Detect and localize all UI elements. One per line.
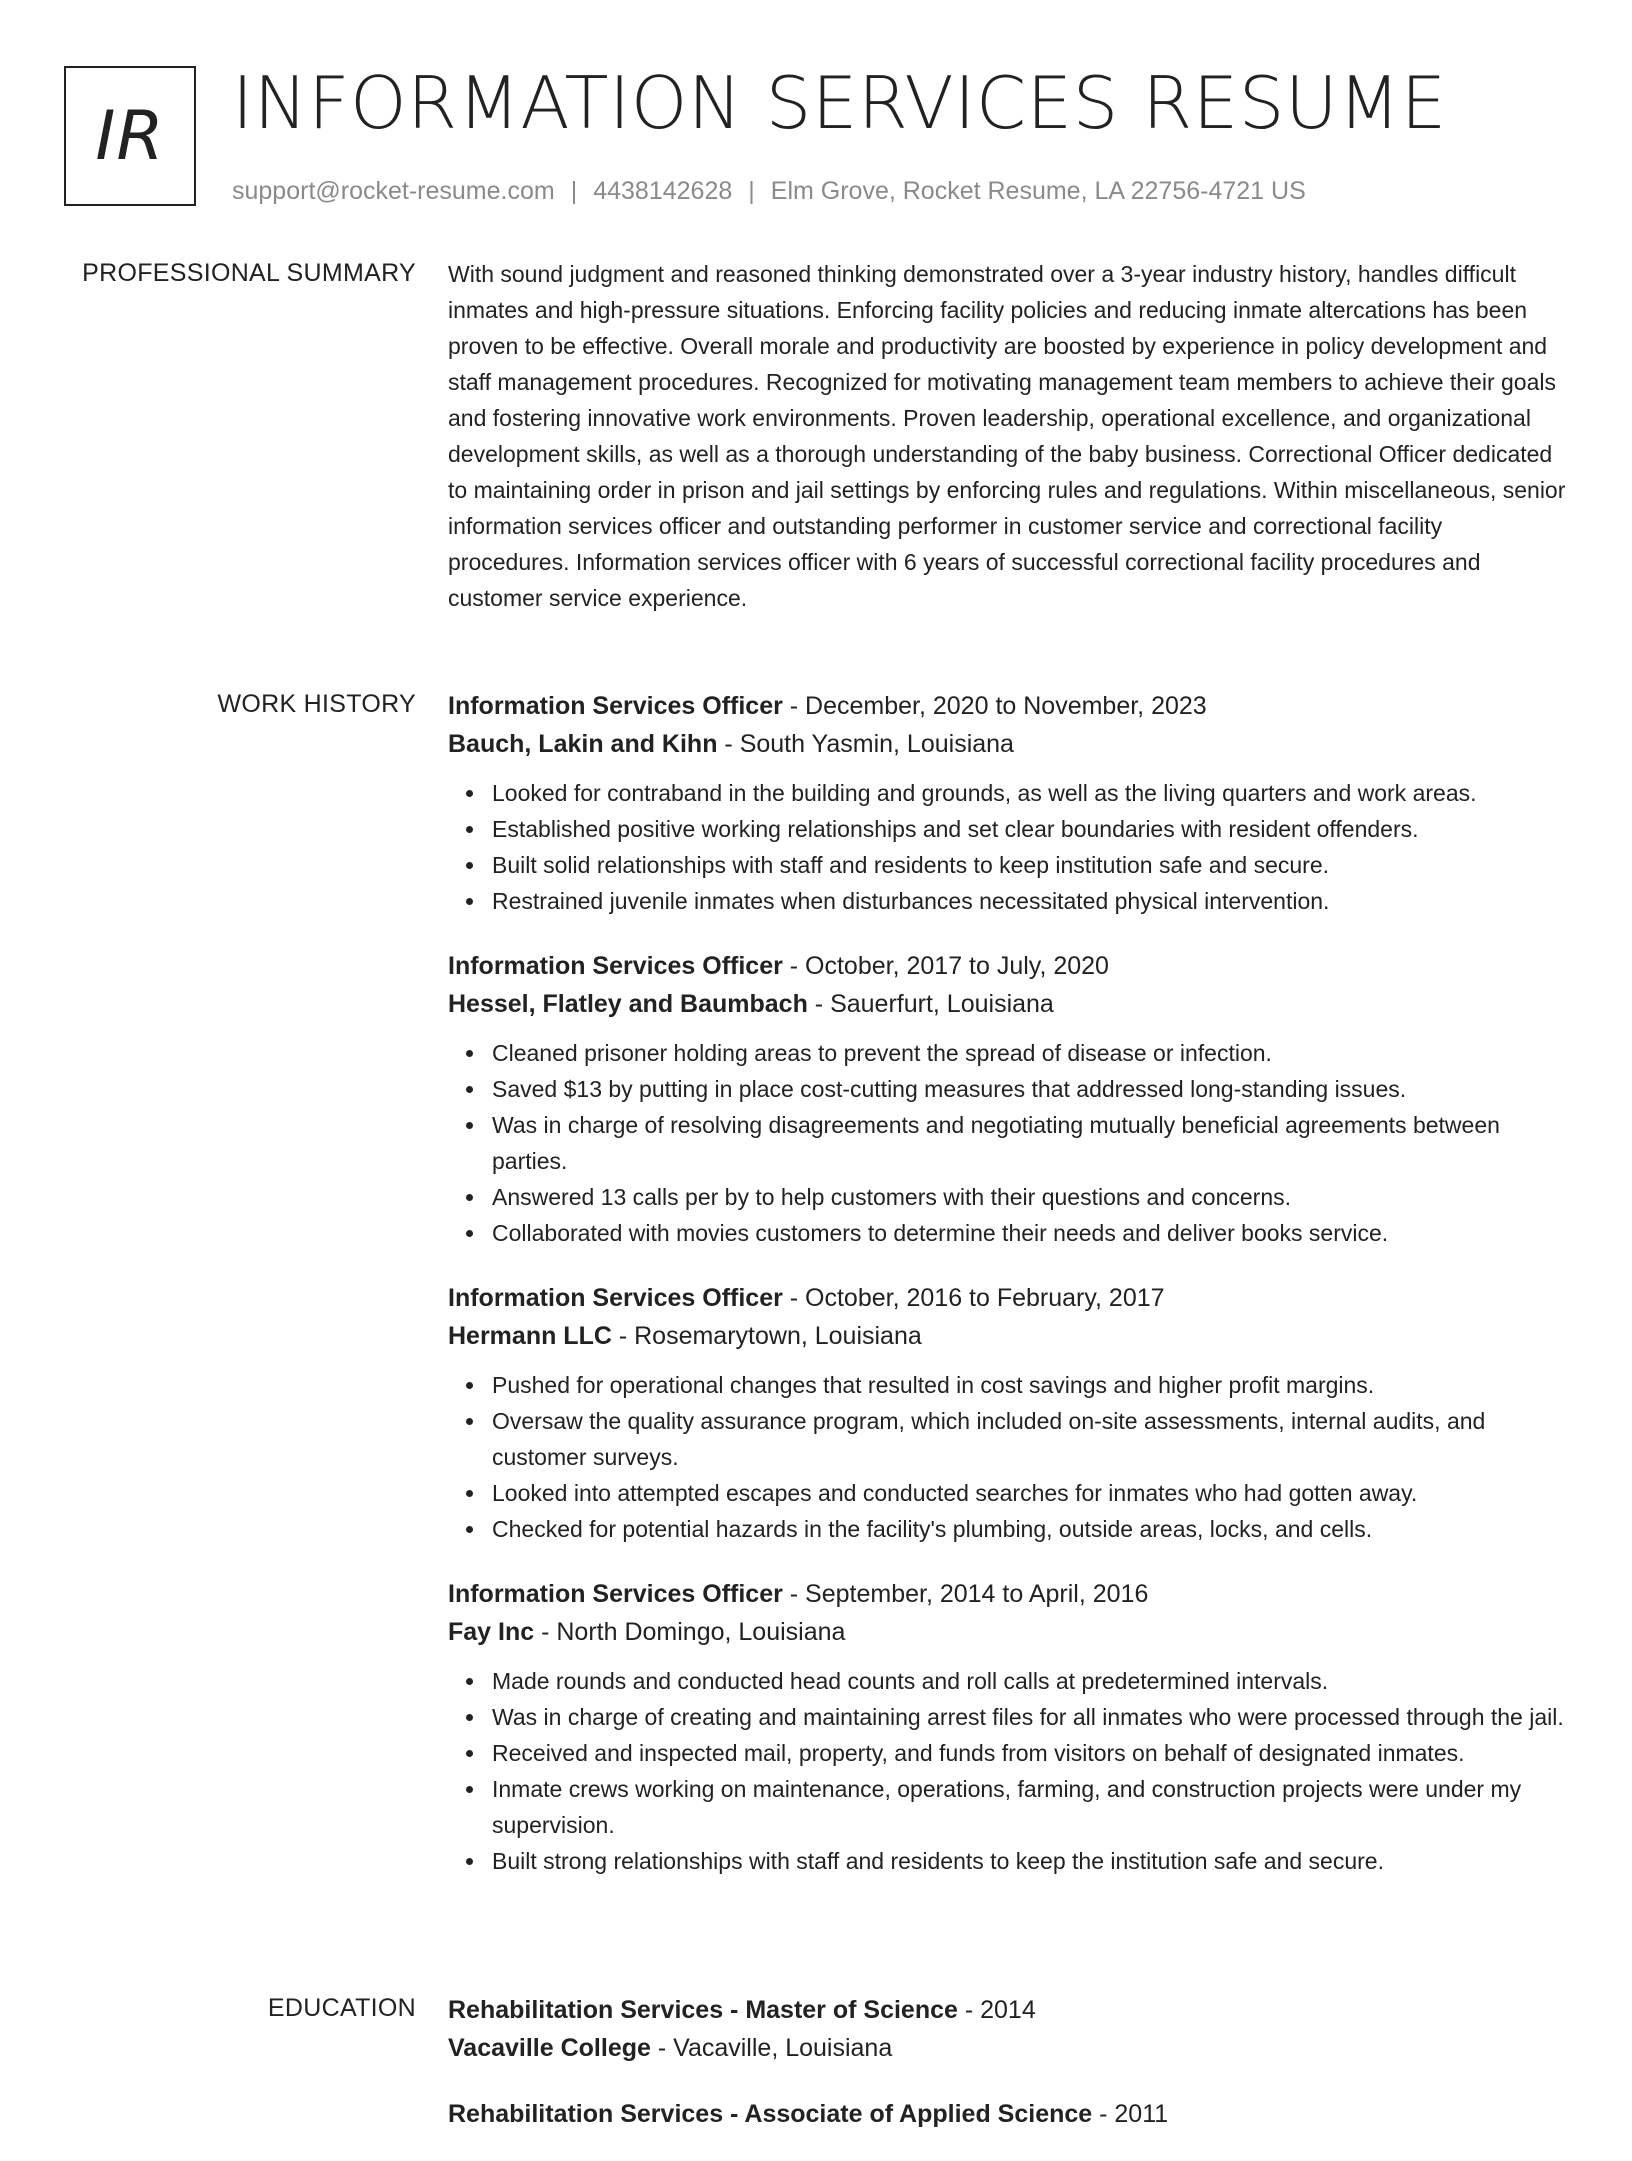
job-entry xyxy=(448,1279,1568,1547)
job-title-line xyxy=(448,1279,1568,1317)
job-bullet: Built solid relationships with staff and residents to keep institution safe and secure. xyxy=(492,847,1568,883)
job-company-line xyxy=(448,985,1568,1023)
job-bullet: Saved $13 by putting in place cost-cutting measures that addressed long-standing issues. xyxy=(492,1071,1568,1107)
job-bullet: Was in charge of creating and maintaining arrest files for all inmates who were processed through the jail. xyxy=(492,1699,1568,1735)
job-title: Information Services Officer xyxy=(448,1580,783,1608)
job-bullet: Checked for potential hazards in the facility's plumbing, outside areas, locks, and cells. xyxy=(492,1511,1568,1547)
job-bullet: Looked for contraband in the building and grounds, as well as the living quarters and work areas. xyxy=(492,775,1568,811)
resume-title: INFORMATION SERVICES RESUME xyxy=(232,61,1447,145)
job-location: - Rosemarytown, Louisiana xyxy=(611,1322,922,1350)
job-company: Fay Inc xyxy=(448,1618,535,1646)
education-body xyxy=(448,1991,1568,2161)
summary-body xyxy=(448,256,1568,616)
contact-phone[interactable]: 4438142628 xyxy=(593,177,733,205)
job-bullet: Established positive working relationships and set clear boundaries with resident offenders. xyxy=(492,811,1568,847)
education-school-line xyxy=(448,2029,1568,2067)
education-year: - 2014 xyxy=(957,1996,1036,2024)
job-company: Hermann LLC xyxy=(448,1322,612,1350)
job-dates: - September, 2014 to April, 2016 xyxy=(782,1580,1149,1608)
education-degree: Rehabilitation Services - Associate of Applied Science xyxy=(448,2100,1093,2128)
job-entry xyxy=(448,947,1568,1251)
education-degree-line xyxy=(448,2095,1568,2133)
education-entry xyxy=(448,1991,1568,2067)
job-company-line xyxy=(448,1613,1568,1651)
job-company: Bauch, Lakin and Kihn xyxy=(448,730,718,758)
job-bullet: Oversaw the quality assurance program, which included on-site assessments, internal audits, and customer surveys. xyxy=(492,1403,1568,1475)
contact-separator: | xyxy=(748,177,755,205)
job-bullet: Made rounds and conducted head counts and roll calls at predetermined intervals. xyxy=(492,1663,1568,1699)
monogram-logo: IR xyxy=(64,66,196,206)
job-bullets xyxy=(448,1663,1568,1879)
section-label-summary: PROFESSIONAL SUMMARY xyxy=(82,259,416,287)
job-title: Information Services Officer xyxy=(448,692,783,720)
job-company-line xyxy=(448,1317,1568,1355)
job-location: - Sauerfurt, Louisiana xyxy=(807,990,1054,1018)
job-bullet: Cleaned prisoner holding areas to prevent the spread of disease or infection. xyxy=(492,1035,1568,1071)
education-entry xyxy=(448,2095,1568,2133)
section-label-work-history: WORK HISTORY xyxy=(217,690,416,718)
job-bullet: Built strong relationships with staff and residents to keep the institution safe and secure. xyxy=(492,1843,1568,1879)
job-bullet: Collaborated with movies customers to determine their needs and deliver books service. xyxy=(492,1215,1568,1251)
job-bullet: Was in charge of resolving disagreements and negotiating mutually beneficial agreements between parties. xyxy=(492,1107,1568,1179)
summary-text: With sound judgment and reasoned thinking demonstrated over a 3-year industry history, handles difficult inmates and high-pressure situations. Enforcing facility policies and reducing inmate altercations has been proven to be effective. Overall morale and productivity are boosted by experience in policy development and staff management procedures. Recognized for motivating management team members to achieve their goals and fostering innovative work environments. Proven leadership, operational excellence, and organizational development skills, as well as a thorough understanding of the baby business. Correctional Officer dedicated to maintaining order in prison and jail settings by enforcing rules and regulations. Within miscellaneous, senior information services officer and outstanding performer in customer service and correctional facility procedures. Information services officer with 6 years of successful correctional facility procedures and customer service experience. xyxy=(448,261,1566,611)
education-degree-line xyxy=(448,1991,1568,2029)
job-bullet: Pushed for operational changes that resulted in cost savings and higher profit margins. xyxy=(492,1367,1568,1403)
contact-address: Elm Grove, Rocket Resume, LA 22756-4721 US xyxy=(770,177,1306,205)
job-bullet: Looked into attempted escapes and conducted searches for inmates who had gotten away. xyxy=(492,1475,1568,1511)
job-entry xyxy=(448,687,1568,919)
job-location: - South Yasmin, Louisiana xyxy=(717,730,1014,758)
job-company: Hessel, Flatley and Baumbach xyxy=(448,990,808,1018)
job-bullet: Answered 13 calls per by to help customers with their questions and concerns. xyxy=(492,1179,1568,1215)
job-company-line xyxy=(448,725,1568,763)
job-entry xyxy=(448,1575,1568,1879)
work-history-body xyxy=(448,687,1568,1907)
job-location: - North Domingo, Louisiana xyxy=(534,1618,846,1646)
contact-line xyxy=(232,176,1306,206)
contact-email[interactable]: support@rocket-resume.com xyxy=(232,177,555,205)
education-school: Vacaville College xyxy=(448,2034,651,2062)
job-dates: - October, 2017 to July, 2020 xyxy=(782,952,1109,980)
contact-separator: | xyxy=(570,177,578,205)
job-bullet: Inmate crews working on maintenance, operations, farming, and construction projects were under my supervision. xyxy=(492,1771,1568,1843)
education-location: - Vacaville, Louisiana xyxy=(650,2034,893,2062)
section-label-education: EDUCATION xyxy=(267,1994,416,2022)
job-title: Information Services Officer xyxy=(448,952,783,980)
job-bullets xyxy=(448,1367,1568,1547)
education-year: - 2011 xyxy=(1092,2100,1169,2128)
education-degree: Rehabilitation Services - Master of Science xyxy=(448,1996,958,2024)
job-bullet: Received and inspected mail, property, and funds from visitors on behalf of designated inmates. xyxy=(492,1735,1568,1771)
job-title: Information Services Officer xyxy=(448,1284,783,1312)
job-bullet: Restrained juvenile inmates when disturbances necessitated physical intervention. xyxy=(492,883,1568,919)
job-bullets xyxy=(448,775,1568,919)
job-dates: - October, 2016 to February, 2017 xyxy=(782,1284,1165,1312)
job-title-line xyxy=(448,687,1568,725)
job-bullets xyxy=(448,1035,1568,1251)
job-title-line xyxy=(448,1575,1568,1613)
job-dates: - December, 2020 to November, 2023 xyxy=(782,692,1207,720)
job-title-line xyxy=(448,947,1568,985)
